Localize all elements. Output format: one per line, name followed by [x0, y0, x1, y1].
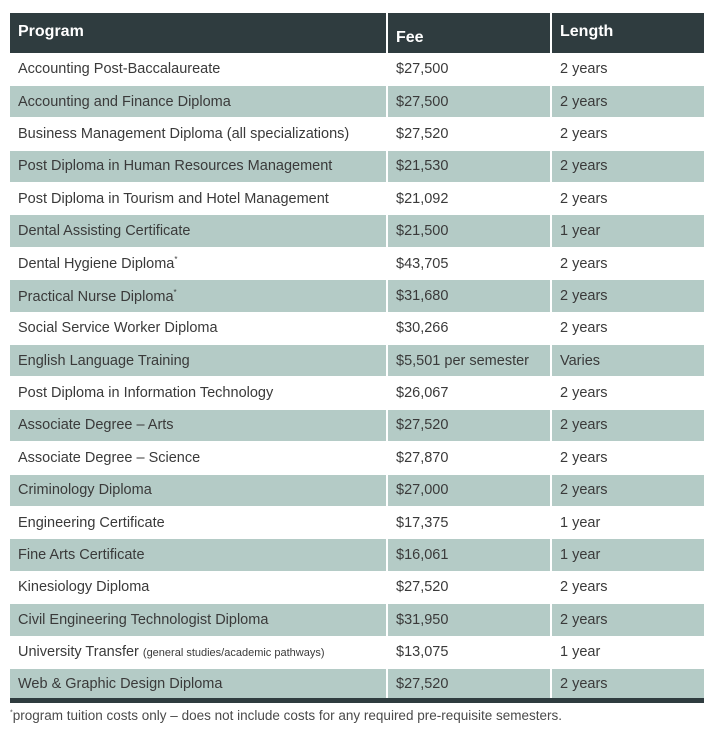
fee-cell: $17,375: [387, 506, 551, 538]
table-row: [10, 636, 704, 668]
table-row: [10, 474, 704, 506]
program-cell: [10, 668, 387, 700]
program-cell: [10, 85, 387, 117]
fee-cell: $26,067: [387, 377, 551, 409]
program-name: Business Management Diploma (all specializations): [18, 125, 350, 142]
fee-cell: $27,870: [387, 442, 551, 474]
length-cell: 1 year: [551, 636, 704, 668]
program-name: Post Diploma in Information Technology: [18, 385, 274, 402]
program-name: Accounting Post-Baccalaureate: [18, 61, 221, 78]
fee-cell: $21,092: [387, 183, 551, 215]
program-cell: [10, 409, 387, 441]
program-cell: [10, 377, 387, 409]
program-cell: [10, 150, 387, 182]
program-name: Social Service Worker Diploma: [18, 320, 218, 337]
length-cell: 1 year: [551, 215, 704, 247]
table-row: [10, 183, 704, 215]
program-name: Associate Degree – Arts: [18, 417, 174, 434]
program-name: Post Diploma in Human Resources Management: [18, 158, 333, 175]
program-name: University Transfer: [18, 644, 139, 661]
table-row: [10, 506, 704, 538]
fee-cell: $13,075: [387, 636, 551, 668]
table-row: [10, 280, 704, 312]
program-cell: [10, 474, 387, 506]
table-row: [10, 247, 704, 279]
footnote: [10, 708, 562, 723]
fee-cell: $27,520: [387, 571, 551, 603]
program-cell: [10, 247, 387, 279]
program-cell: [10, 506, 387, 538]
header-fee: Fee: [387, 13, 551, 53]
table-header-row: [10, 13, 704, 53]
fee-cell: $27,500: [387, 53, 551, 85]
fee-cell: $30,266: [387, 312, 551, 344]
length-cell: 2 years: [551, 442, 704, 474]
footnote-text: program tuition costs only – does not include costs for any required pre-requisite semesters.: [12, 708, 563, 723]
length-cell: 2 years: [551, 150, 704, 182]
program-cell: [10, 636, 387, 668]
program-cell: [10, 604, 387, 636]
length-cell: 2 years: [551, 118, 704, 150]
table-row: [10, 215, 704, 247]
footnote-marker: *: [174, 255, 178, 265]
table-row: [10, 150, 704, 182]
program-name: Post Diploma in Tourism and Hotel Management: [18, 190, 329, 207]
program-cell: [10, 280, 387, 312]
fee-cell: $27,500: [387, 85, 551, 117]
table-row: [10, 571, 704, 603]
program-name: Civil Engineering Technologist Diploma: [18, 611, 269, 628]
length-cell: 2 years: [551, 377, 704, 409]
program-cell: [10, 442, 387, 474]
fee-cell: $43,705: [387, 247, 551, 279]
length-cell: 2 years: [551, 280, 704, 312]
program-name: Dental Assisting Certificate: [18, 223, 191, 240]
fee-cell: $21,500: [387, 215, 551, 247]
table-row: [10, 312, 704, 344]
program-name: Engineering Certificate: [18, 514, 165, 531]
table-row: [10, 53, 704, 85]
program-cell: [10, 312, 387, 344]
program-name: Criminology Diploma: [18, 482, 152, 499]
length-cell: 1 year: [551, 539, 704, 571]
program-name: Accounting and Finance Diploma: [18, 93, 231, 110]
length-cell: 2 years: [551, 474, 704, 506]
header-program: Program: [10, 13, 387, 53]
length-cell: 2 years: [551, 312, 704, 344]
length-cell: 1 year: [551, 506, 704, 538]
program-cell: [10, 345, 387, 377]
program-name: Practical Nurse Diploma: [18, 288, 174, 305]
length-cell: 2 years: [551, 571, 704, 603]
program-name: Web & Graphic Design Diploma: [18, 675, 223, 692]
program-name: English Language Training: [18, 352, 190, 369]
fee-cell: $27,520: [387, 668, 551, 700]
program-cell: [10, 183, 387, 215]
length-cell: 2 years: [551, 183, 704, 215]
table-row: [10, 85, 704, 117]
table-row: [10, 604, 704, 636]
fee-cell: $27,000: [387, 474, 551, 506]
table-row: [10, 118, 704, 150]
length-cell: 2 years: [551, 409, 704, 441]
table-row: [10, 377, 704, 409]
table-row: [10, 539, 704, 571]
program-cell: [10, 571, 387, 603]
program-cell: [10, 539, 387, 571]
fee-cell: $31,680: [387, 280, 551, 312]
length-cell: 2 years: [551, 247, 704, 279]
fee-cell: $27,520: [387, 409, 551, 441]
length-cell: 2 years: [551, 85, 704, 117]
length-cell: Varies: [551, 345, 704, 377]
length-cell: 2 years: [551, 668, 704, 700]
fee-cell: $27,520: [387, 118, 551, 150]
fee-cell: $5,501 per semester: [387, 345, 551, 377]
footnote-marker: *: [10, 709, 13, 717]
footnote-marker: *: [173, 287, 177, 297]
program-name: Fine Arts Certificate: [18, 547, 145, 564]
program-cell: [10, 53, 387, 85]
table-row: [10, 409, 704, 441]
program-note: (general studies/academic pathways): [142, 647, 325, 660]
table-row: [10, 668, 704, 700]
program-cell: [10, 215, 387, 247]
table-row: [10, 345, 704, 377]
length-cell: 2 years: [551, 604, 704, 636]
fee-cell: $16,061: [387, 539, 551, 571]
header-length: Length: [551, 13, 704, 53]
program-name: Dental Hygiene Diploma: [18, 255, 175, 272]
fee-cell: $21,530: [387, 150, 551, 182]
table-row: [10, 442, 704, 474]
program-name: Associate Degree – Science: [18, 449, 201, 466]
fee-cell: $31,950: [387, 604, 551, 636]
tuition-table: [10, 13, 704, 703]
program-cell: [10, 118, 387, 150]
length-cell: 2 years: [551, 53, 704, 85]
program-name: Kinesiology Diploma: [18, 579, 150, 596]
